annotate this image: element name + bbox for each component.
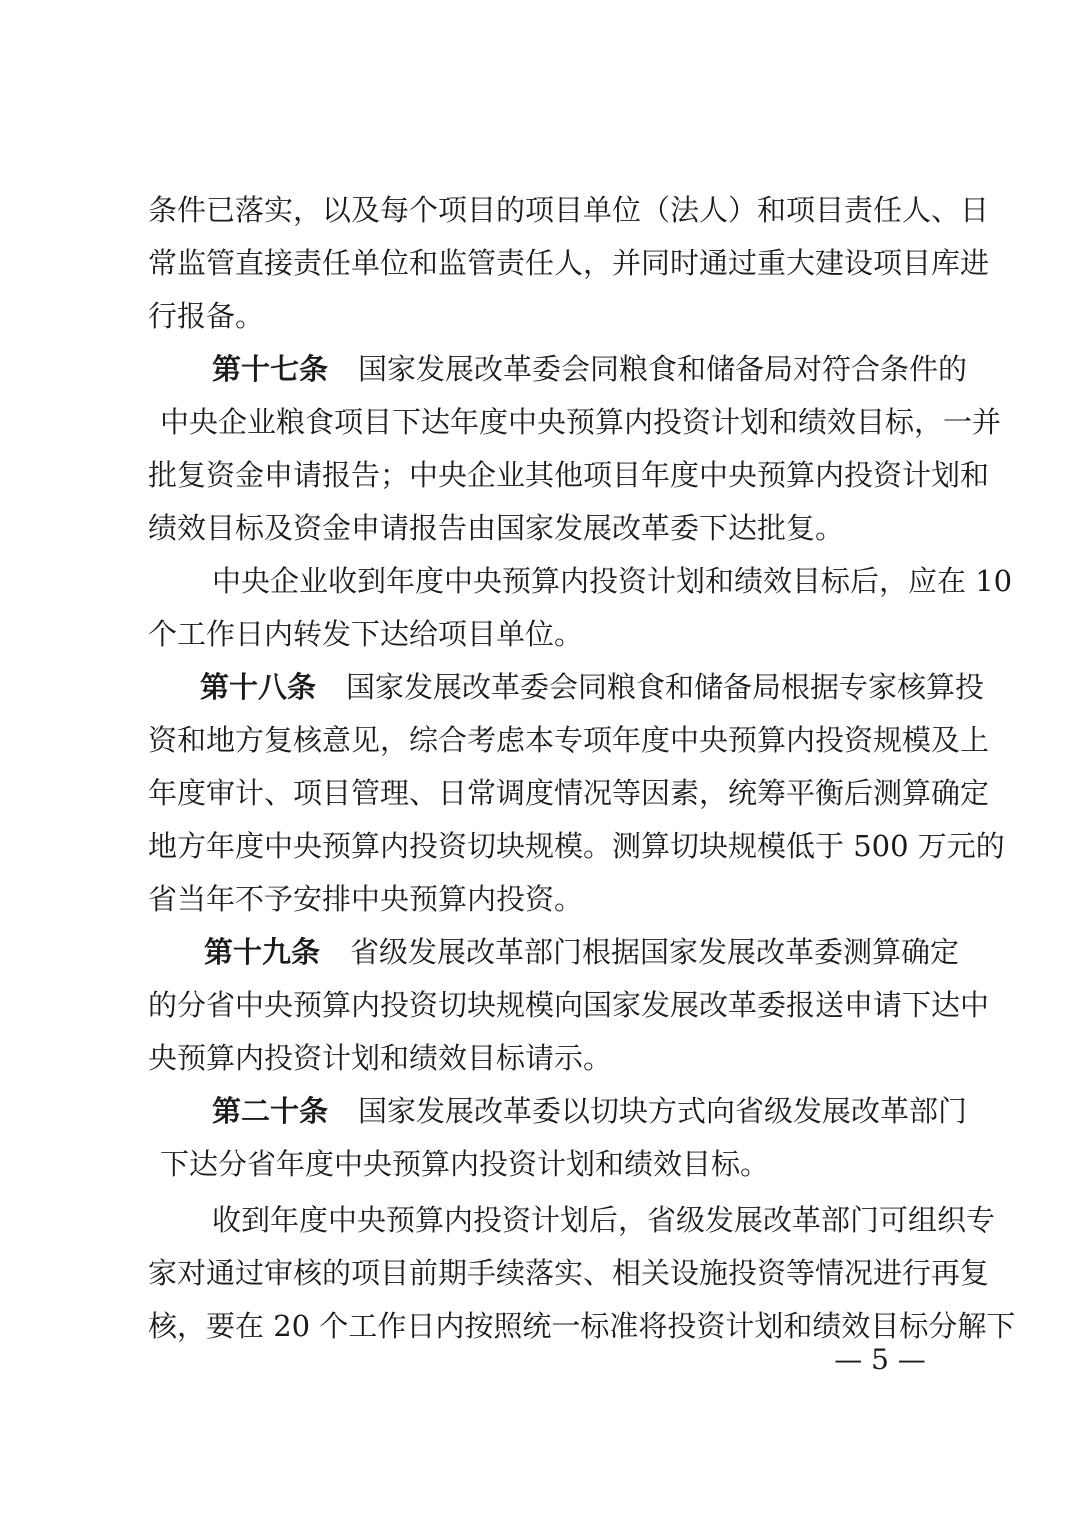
page-number: — 5 — (834, 1343, 926, 1376)
text-line: 批复资金申请报告；中央企业其他项目年度中央预算内投资计划和 (148, 458, 990, 492)
text-line: 资和地方复核意见，综合考虑本专项年度中央预算内投资规模及上 (148, 723, 990, 757)
text-line: 绩效目标及资金申请报告由国家发展改革委下达批复。 (148, 511, 845, 545)
text-line: 家对通过审核的项目前期手续落实、相关设施投资等情况进行再复 (148, 1256, 990, 1290)
article-18-line (200, 667, 985, 707)
text-line: 下达分省年度中央预算内投资计划和绩效目标。 (160, 1147, 770, 1181)
article-20-heading: 第二十条 (212, 1094, 329, 1128)
article-19-line (204, 932, 960, 972)
text-line: 中央企业粮食项目下达年度中央预算内投资计划和绩效目标，一并 (160, 405, 1002, 439)
text-line: 年度审计、项目管理、日常调度情况等因素，统筹平衡后测算确定 (148, 776, 990, 810)
article-20-text: 国家发展改革委以切块方式向省级发展改革部门 (358, 1094, 968, 1128)
text-line: 条件已落实，以及每个项目的项目单位（法人）和项目责任人、日 (148, 193, 990, 227)
article-20-line (212, 1091, 968, 1131)
article-17-text: 国家发展改革委会同粮食和储备局对符合条件的 (358, 352, 968, 386)
text-line: 省当年不予安排中央预算内投资。 (148, 882, 584, 916)
article-18-text: 国家发展改革委会同粮食和储备局根据专家核算投 (346, 670, 985, 704)
article-19-text: 省级发展改革部门根据国家发展改革委测算确定 (350, 935, 960, 969)
text-line: 常监管直接责任单位和监管责任人，并同时通过重大建设项目库进 (148, 246, 990, 280)
text-line: 地方年度中央预算内投资切块规模。测算切块规模低于 500 万元的 (148, 829, 1005, 863)
article-18-heading: 第十八条 (200, 670, 317, 704)
text-line: 收到年度中央预算内投资计划后，省级发展改革部门可组织专 (212, 1203, 996, 1237)
text-line: 个工作日内转发下达给项目单位。 (148, 617, 584, 651)
text-line: 的分省中央预算内投资切块规模向国家发展改革委报送申请下达中 (148, 988, 990, 1022)
text-line: 行报备。 (148, 299, 265, 333)
text-line: 核，要在 20 个工作日内按照统一标准将投资计划和绩效目标分解下 (148, 1309, 1016, 1343)
article-19-heading: 第十九条 (204, 935, 321, 969)
article-17-line (212, 349, 968, 389)
article-17-heading: 第十七条 (212, 352, 329, 386)
text-line: 中央企业收到年度中央预算内投资计划和绩效目标后，应在 10 (212, 564, 1013, 598)
text-line: 央预算内投资计划和绩效目标请示。 (148, 1041, 613, 1075)
